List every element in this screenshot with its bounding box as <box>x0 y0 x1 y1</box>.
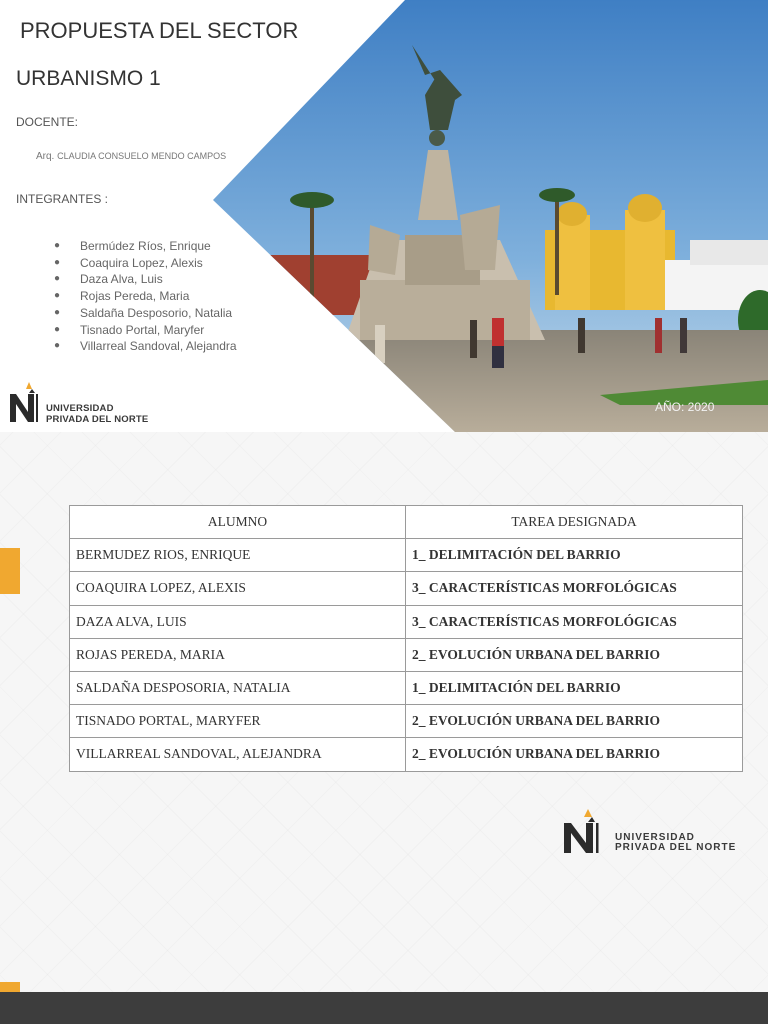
integrante-name: Coaquira Lopez, Alexis <box>80 255 203 270</box>
bullet-icon: ● <box>54 323 61 335</box>
bullet-icon: ● <box>54 256 61 268</box>
task-cell: 3_ CARACTERÍSTICAS MORFOLÓGICAS <box>406 572 743 605</box>
integrante-name: Bermúdez Ríos, Enrique <box>80 239 211 253</box>
accent-bar <box>0 548 20 594</box>
bullet-icon: ● <box>54 340 61 352</box>
table-row <box>70 638 743 671</box>
bullet-icon: ● <box>54 306 61 318</box>
integrantes-label: INTEGRANTES : <box>16 192 109 206</box>
table-row <box>70 605 743 638</box>
footer-university-name <box>615 833 736 853</box>
student-cell: TISNADO PORTAL, MARYFER <box>70 705 406 738</box>
docente-full-name: CLAUDIA CONSUELO MENDO CAMPOS <box>57 151 227 161</box>
student-cell: DAZA ALVA, LUIS <box>70 605 406 638</box>
university-name-line1: UNIVERSIDAD <box>46 403 114 414</box>
university-name-line2: PRIVADA DEL NORTE <box>46 414 149 425</box>
task-cell: 2_ EVOLUCIÓN URBANA DEL BARRIO <box>406 738 743 771</box>
task-cell: 3_ CARACTERÍSTICAS MORFOLÓGICAS <box>406 605 743 638</box>
table-row <box>70 539 743 572</box>
column-header-alumno: ALUMNO <box>70 506 406 539</box>
docente-name <box>36 151 226 162</box>
list-item <box>54 271 237 288</box>
integrante-name: Rojas Pereda, Maria <box>80 289 190 304</box>
bullet-icon: ● <box>54 290 61 302</box>
presentation-title: PROPUESTA DEL SECTOR <box>20 18 299 43</box>
table-row <box>70 671 743 704</box>
student-cell: BERMUDEZ RIOS, ENRIQUE <box>70 539 406 572</box>
list-item <box>54 238 237 255</box>
assignments-slide <box>0 432 768 1024</box>
table-header-row <box>70 506 743 539</box>
task-cell: 1_ DELIMITACIÓN DEL BARRIO <box>406 671 743 704</box>
student-cell: COAQUIRA LOPEZ, ALEXIS <box>70 572 406 605</box>
table-row <box>70 705 743 738</box>
table-row <box>70 572 743 605</box>
list-item <box>54 255 237 272</box>
assignments-table <box>69 505 743 772</box>
list-item <box>54 305 237 322</box>
bullet-icon: ● <box>54 273 61 285</box>
list-item <box>54 322 237 339</box>
integrantes-list <box>54 238 237 355</box>
task-cell: 1_ DELIMITACIÓN DEL BARRIO <box>406 539 743 572</box>
integrante-name: Villarreal Sandoval, Alejandra <box>80 339 237 354</box>
list-item <box>54 288 237 305</box>
column-header-tarea: TAREA DESIGNADA <box>406 506 743 539</box>
integrante-name: Daza Alva, Luis <box>80 272 163 287</box>
university-name <box>46 403 148 425</box>
upn-n-mark-icon <box>8 380 42 424</box>
student-cell: ROJAS PEREDA, MARIA <box>70 638 406 671</box>
table-row <box>70 738 743 771</box>
docente-label: DOCENTE: <box>16 115 79 129</box>
plaza-photo <box>0 0 768 432</box>
cover-slide <box>0 0 768 432</box>
docente-title-prefix: Arq. <box>36 151 55 162</box>
footer-university-logo <box>560 807 760 855</box>
footer-university-line1: UNIVERSIDAD <box>615 832 695 843</box>
student-cell: SALDAÑA DESPOSORIA, NATALIA <box>70 671 406 704</box>
list-item <box>54 338 237 355</box>
course-name: URBANISMO 1 <box>16 67 161 90</box>
footer-bar <box>0 992 768 1024</box>
year-label: AÑO: 2020 <box>655 400 715 414</box>
task-cell: 2_ EVOLUCIÓN URBANA DEL BARRIO <box>406 705 743 738</box>
footer-university-line2: PRIVADA DEL NORTE <box>615 842 737 853</box>
task-cell: 2_ EVOLUCIÓN URBANA DEL BARRIO <box>406 638 743 671</box>
student-cell: VILLARREAL SANDOVAL, ALEJANDRA <box>70 738 406 771</box>
bullet-icon: ● <box>54 240 61 251</box>
university-logo <box>8 380 178 428</box>
integrante-name: Saldaña Desposorio, Natalia <box>80 305 233 320</box>
upn-n-mark-icon <box>560 807 604 855</box>
integrante-name: Tisnado Portal, Maryfer <box>80 322 205 337</box>
